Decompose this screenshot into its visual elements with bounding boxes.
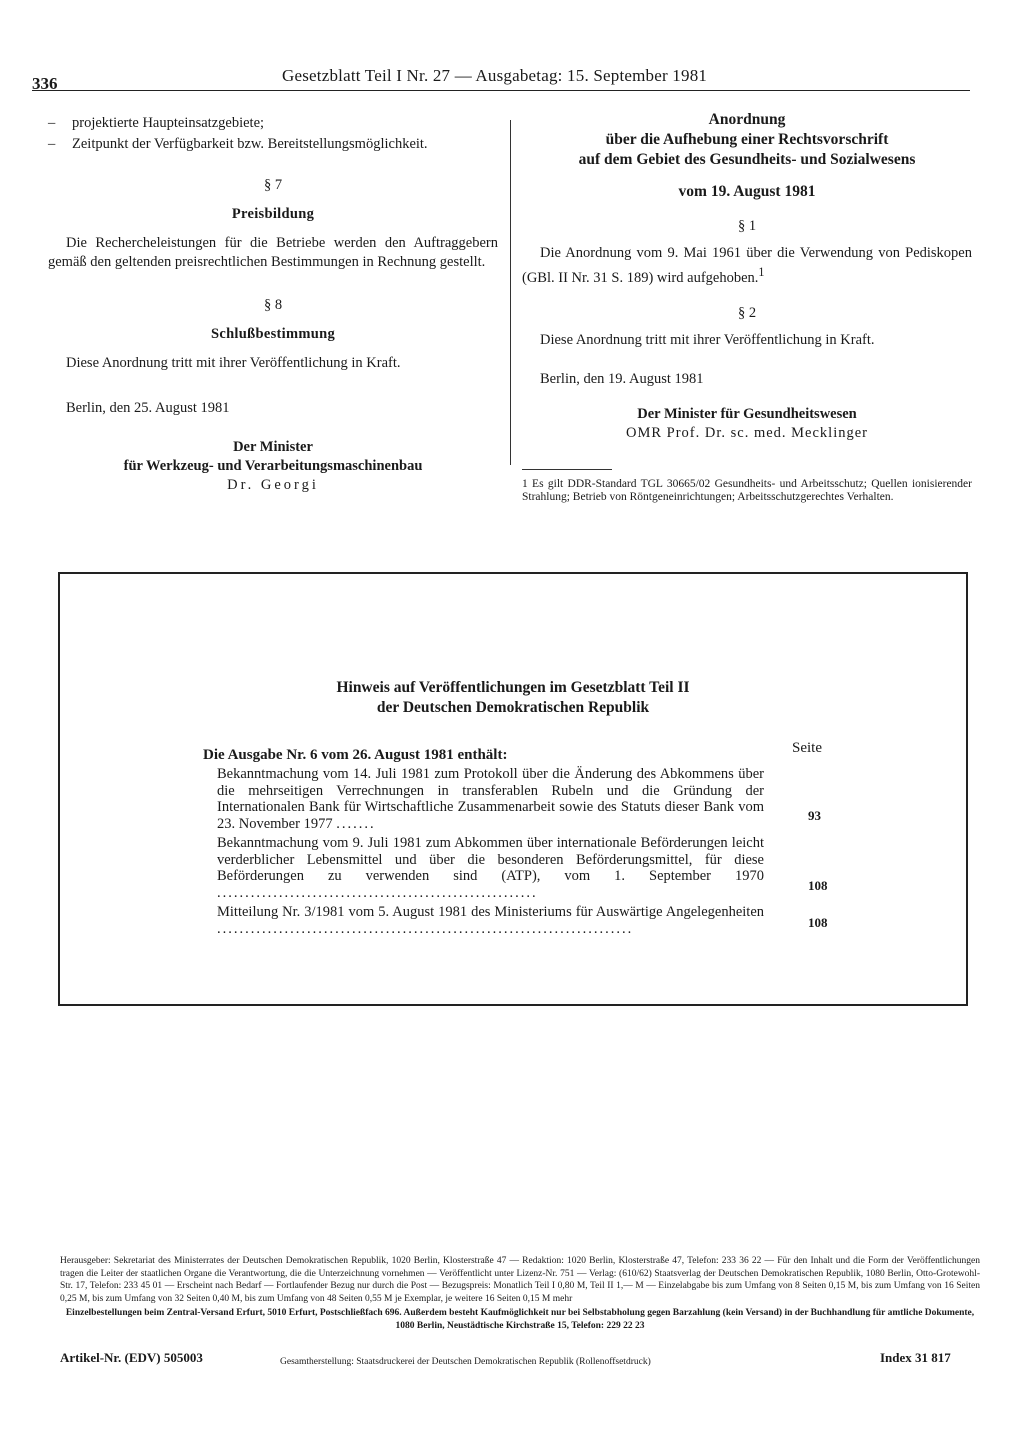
- footnote-reference: 1: [758, 265, 765, 279]
- section-text: [522, 244, 972, 288]
- entry-text: Bekanntmachung vom 9. Juli 1981 zum Abkommen über internationale Beförderungen leicht verderblicher Lebensmittel und über die besonderen Beförderungsmittel, für diese Beförderungen zu verwenden sind (ATP), vom 1. September 1970: [217, 835, 764, 884]
- section-number: § 8: [263, 297, 283, 313]
- list-item: [217, 835, 764, 901]
- list-item-text: Zeitpunkt der Verfügbarkeit bzw. Bereitstellungsmöglichkeit.: [72, 136, 428, 152]
- list-item-text: projektierte Haupteinsatzgebiete;: [72, 115, 265, 131]
- list-item: [217, 766, 764, 832]
- column-divider: [510, 120, 511, 465]
- dot-leader: ..........................................................................: [217, 920, 634, 937]
- publisher-info: Herausgeber: Sekretariat des Ministerrates der Deutschen Demokratischen Republik, 1020 Berlin, Klosterstraße 47 — Redaktion: 1020 Berlin, Klosterstraße 47, Telefon: 233 36 22 — Für den Inhalt und die Form der Veröffentlichungen tragen die Leiter der staatlichen Organe die Verantwortung, die die Unterzeichnung vornehmen — Veröffentlicht unter Lizenz-Nr. 751 — Verlag: (610/62) Staatsverlag der Deutschen Demokratischen Republik, 1080 Berlin, Otto-Grotewohl-Str. 17, Telefon: 233 45 01 — Erscheint nach Bedarf — Fortlaufender Bezug nur durch die Post — Bezugspreis: Monatlich Teil I 0,80 M, Teil II 1,— M — Einzelabgabe bis zum Umfang von 8 Seiten 0,15 M, bis zum Umfang von 16 Seiten 0,25 M, bis zum Umfang von 32 Seiten 0,40 M, bis zum Umfang von 48 Seiten 0,55 M je Exemplar, je weitere 16 Seiten 0,15 M mehr: [60, 1256, 980, 1304]
- list-item: [48, 135, 498, 154]
- dash-bullet: –: [48, 115, 56, 131]
- signatory-title: Der Minister für Werkzeug- und Verarbeitungsmaschinenbau: [123, 439, 423, 474]
- place-date: Berlin, den 25. August 1981: [66, 400, 230, 416]
- list-item: [48, 114, 498, 133]
- section-text: Diese Anordnung tritt mit ihrer Veröffentlichung in Kraft.: [540, 331, 875, 348]
- ordinance-date: vom 19. August 1981: [678, 183, 816, 200]
- entry-page-number: 93: [808, 808, 821, 823]
- footnote: 1 Es gilt DDR-Standard TGL 30665/02 Gesundheits- und Arbeitsschutz; Quellen ionisierender Strahlung; Betrieb von Röntgeneinrichtungen; Arbeitsschutzgerechtes Verhalten.: [522, 477, 972, 503]
- entry-page-number: 108: [808, 915, 828, 930]
- signatory-title: Der Minister für Gesundheitswesen: [637, 405, 857, 422]
- dash-bullet: –: [48, 136, 56, 152]
- article-number: Artikel-Nr. (EDV) 505003: [60, 1350, 203, 1365]
- section-heading: Schlußbestimmung: [210, 326, 336, 342]
- index-number: Index 31 817: [880, 1350, 951, 1365]
- ordinance-heading: Anordnung über die Aufhebung einer Rechtsvorschrift auf dem Gebiet des Gesundheits- und Sozialwesens: [578, 111, 916, 168]
- section-heading: Preisbildung: [231, 206, 315, 222]
- section-text: Diese Anordnung tritt mit ihrer Veröffentlichung in Kraft.: [66, 355, 401, 371]
- page-number: 336: [32, 74, 58, 93]
- section-number: § 7: [263, 177, 283, 193]
- left-column: [48, 114, 498, 495]
- list-item: [217, 904, 764, 937]
- order-info: Einzelbestellungen beim Zentral-Versand Erfurt, 5010 Erfurt, Postschließfach 696. Außerdem besteht Kaufmöglichkeit nur bei Selbstabholung gegen Barzahlung (kein Versand) in der Buchhandlung für amtliche Dokumente, 1080 Berlin, Neustädtische Kirchstraße 15, Telefon: 229 22 23: [65, 1308, 975, 1331]
- entry-text: Mitteilung Nr. 3/1981 vom 5. August 1981 des Ministeriums für Auswärtige Angelegenheiten: [217, 904, 764, 920]
- section-number: § 2: [737, 304, 757, 321]
- dot-leader: .........................................................: [217, 884, 538, 901]
- footnote-rule: [522, 469, 612, 470]
- notice-entries: [217, 766, 764, 940]
- section-text: Die Rechercheleistungen für die Betriebe werden den Auftraggebern gemäß den geltenden preisrechtlichen Bestimmungen in Rechnung gestellt.: [48, 235, 498, 270]
- running-head: Gesetzblatt Teil I Nr. 27 — Ausgabetag: 15. September 1981: [282, 66, 708, 85]
- right-column: [522, 110, 972, 504]
- signatory-name: Dr. Georgi: [227, 477, 319, 493]
- page-column-label: Seite: [792, 740, 822, 756]
- dot-leader: .......: [336, 815, 376, 832]
- section-text-body: Die Anordnung vom 9. Mai 1961 über die Verwendung von Pediskopen (GBl. II Nr. 31 S. 189) wird aufgehoben.: [522, 245, 972, 286]
- place-date: Berlin, den 19. August 1981: [540, 370, 704, 387]
- section-number: § 1: [737, 218, 757, 234]
- imprint: [60, 1255, 980, 1333]
- issue-intro: Die Ausgabe Nr. 6 vom 26. August 1981 enthält:: [203, 747, 508, 763]
- production-credit: Gesamtherstellung: Staatsdruckerei der Deutschen Demokratischen Republik (Rollenoffsetdruck): [280, 1357, 651, 1367]
- notice-title: Hinweis auf Veröffentlichungen im Gesetzblatt Teil II der Deutschen Demokratischen Republik: [336, 679, 690, 716]
- header-rule: [32, 90, 970, 91]
- signatory-name: OMR Prof. Dr. sc. med. Mecklinger: [625, 424, 868, 441]
- entry-page-number: 108: [808, 878, 828, 893]
- entry-text: Bekanntmachung vom 14. Juli 1981 zum Protokoll über die Änderung des Abkommens über die mehrseitigen Verrechnungen in transferablen Rubeln und die Gründung der Internationalen Bank für Wirtschaftliche Zusammenarbeit sowie des Statuts dieser Bank vom 23. November 1977: [217, 766, 764, 832]
